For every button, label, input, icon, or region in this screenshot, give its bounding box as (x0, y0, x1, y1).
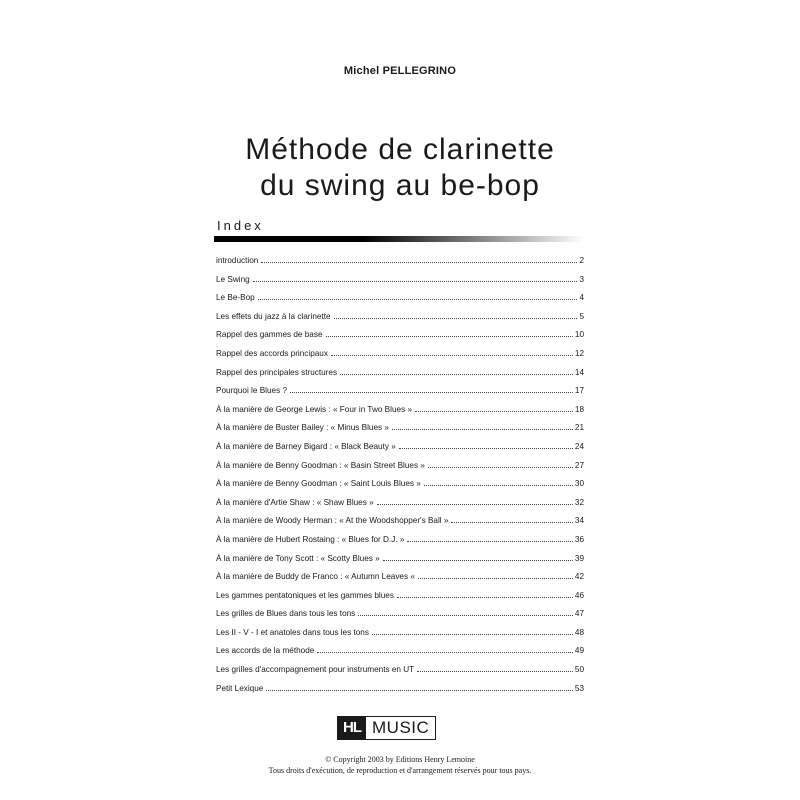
toc-entry (216, 550, 584, 569)
toc-dot-leader (383, 550, 573, 561)
toc-entry-label: À la manière de Benny Goodman : « Basin Street Blues » (216, 460, 425, 470)
toc-entry (216, 308, 584, 327)
index-gradient-bar (214, 236, 584, 242)
toc-entry (216, 289, 584, 308)
toc-dot-leader (331, 345, 573, 356)
toc-entry (216, 475, 584, 494)
toc-dot-leader (392, 419, 573, 430)
toc-entry (216, 512, 584, 531)
toc-entry-page: 49 (574, 646, 584, 656)
toc-entry-page: 48 (574, 627, 584, 637)
toc-entry (216, 680, 584, 699)
logo-hl-text: HL (338, 717, 366, 739)
toc-entry-page: 10 (574, 330, 584, 340)
toc-entry-label: Rappel des gammes de base (216, 330, 323, 340)
rights-line: Tous droits d'exécution, de reproduction et d'arrangement réservés pour tous pays. (268, 766, 532, 775)
toc-entry-page: 12 (574, 348, 584, 358)
toc-dot-leader (418, 568, 573, 579)
toc-entry (216, 345, 584, 364)
title-line-2: du swing au be-bop (260, 169, 540, 203)
toc-entry (216, 419, 584, 438)
title-line-1: Méthode de clarinette (245, 133, 555, 167)
toc-entry (216, 271, 584, 290)
toc-entry-page: 46 (574, 590, 584, 600)
toc-entry-label: Pourquoi le Blues ? (216, 386, 288, 396)
toc-entry-page: 30 (574, 479, 584, 489)
toc-entry-label: Rappel des principales structures (216, 367, 338, 377)
toc-entry-label: introduction (216, 256, 259, 265)
toc-entry-page: 5 (579, 311, 584, 321)
toc-entry (216, 587, 584, 606)
toc-entry (216, 438, 584, 457)
toc-entry-label: À la manière de Barney Bigard : « Black Beauty » (216, 441, 396, 451)
toc-entry-label: Rappel des accords principaux (216, 348, 328, 358)
toc-entry-page: 36 (574, 534, 584, 544)
toc-entry-label: Petit Lexique (216, 683, 264, 693)
toc-entry-label: Les grilles de Blues dans tous les tons (216, 609, 356, 619)
toc-entry (216, 252, 584, 271)
toc-entry-label: Le Swing (216, 274, 250, 284)
toc-dot-leader (266, 680, 573, 691)
toc-entry (216, 326, 584, 345)
toc-entry-label: À la manière de Woody Herman : « At the Woodshopper's Ball » (216, 516, 449, 526)
toc-dot-leader (340, 364, 573, 375)
toc-entry (216, 642, 584, 661)
toc-entry-label: À la manière de Tony Scott : « Scotty Blues » (216, 553, 380, 563)
toc-entry-page: 14 (574, 367, 584, 377)
toc-dot-leader (407, 531, 572, 542)
toc-dot-leader (261, 252, 577, 263)
toc-dot-leader (253, 271, 578, 282)
copyright-line: © Copyright 2003 by Editions Henry Lemoine (325, 755, 475, 764)
toc-entry-label: Les gammes pentatoniques et les gammes blues (216, 590, 394, 600)
toc-entry-label: Le Be-Bop (216, 293, 255, 303)
toc-entry-label: À la manière de Buddy de Franco : « Autumn Leaves « (216, 572, 415, 582)
toc-dot-leader (290, 382, 573, 393)
toc-dot-leader (397, 587, 573, 598)
toc-dot-leader (377, 494, 573, 505)
toc-entry-page: 17 (574, 386, 584, 396)
copyright-notice (0, 754, 800, 776)
toc-entry-label: Les II - V - I et anatoles dans tous les tons (216, 627, 369, 637)
page-title (180, 132, 620, 204)
toc-entry-page: 53 (574, 683, 584, 693)
toc-entry (216, 661, 584, 680)
toc-entry (216, 382, 584, 401)
toc-entry (216, 457, 584, 476)
toc-dot-leader (415, 401, 573, 412)
toc-dot-leader (417, 661, 573, 672)
toc-entry-page: 27 (574, 460, 584, 470)
toc-entry-page: 3 (579, 274, 584, 284)
toc-entry-page: 18 (574, 404, 584, 414)
table-of-contents (216, 252, 584, 698)
toc-entry-label: À la manière de Hubert Rostaing : « Blues for D.J. » (216, 534, 405, 544)
toc-dot-leader (258, 289, 578, 300)
index-heading: Index (217, 218, 264, 233)
toc-entry (216, 401, 584, 420)
toc-entry-label: Les grilles d'accompagnement pour instruments en UT (216, 665, 415, 675)
toc-dot-leader (428, 457, 573, 468)
toc-entry (216, 568, 584, 587)
toc-dot-leader (372, 624, 573, 635)
toc-entry-page: 2 (579, 256, 584, 265)
toc-entry-page: 42 (574, 572, 584, 582)
toc-entry-label: À la manière de Benny Goodman : « Saint Louis Blues » (216, 479, 421, 489)
toc-entry (216, 624, 584, 643)
toc-dot-leader (334, 308, 578, 319)
toc-dot-leader (326, 326, 573, 337)
toc-entry-page: 47 (574, 609, 584, 619)
toc-entry-label: À la manière d'Artie Shaw : « Shaw Blues » (216, 497, 374, 507)
toc-entry-label: À la manière de George Lewis : « Four in Two Blues » (216, 404, 412, 414)
author-name: Michel PELLEGRINO (343, 65, 457, 77)
toc-entry-page: 34 (574, 516, 584, 526)
toc-entry (216, 364, 584, 383)
toc-entry-page: 21 (574, 423, 584, 433)
toc-entry-label: Les effets du jazz à la clarinette (216, 311, 331, 321)
toc-entry (216, 605, 584, 624)
toc-dot-leader (424, 475, 573, 486)
toc-entry-page: 32 (574, 497, 584, 507)
toc-entry-page: 50 (574, 665, 584, 675)
toc-dot-leader (399, 438, 573, 449)
toc-entry (216, 494, 584, 513)
toc-dot-leader (317, 642, 573, 653)
logo-music-text: MUSIC (372, 718, 430, 737)
toc-dot-leader (451, 512, 572, 523)
toc-entry-page: 4 (579, 293, 584, 303)
toc-entry-page: 24 (574, 441, 584, 451)
toc-dot-leader (358, 605, 573, 616)
hl-music-logo (337, 716, 436, 740)
toc-entry-label: À la manière de Buster Bailey : « Minus Blues » (216, 423, 389, 433)
toc-entry-label: Les accords de la méthode (216, 646, 315, 656)
toc-entry-page: 39 (574, 553, 584, 563)
toc-entry (216, 531, 584, 550)
